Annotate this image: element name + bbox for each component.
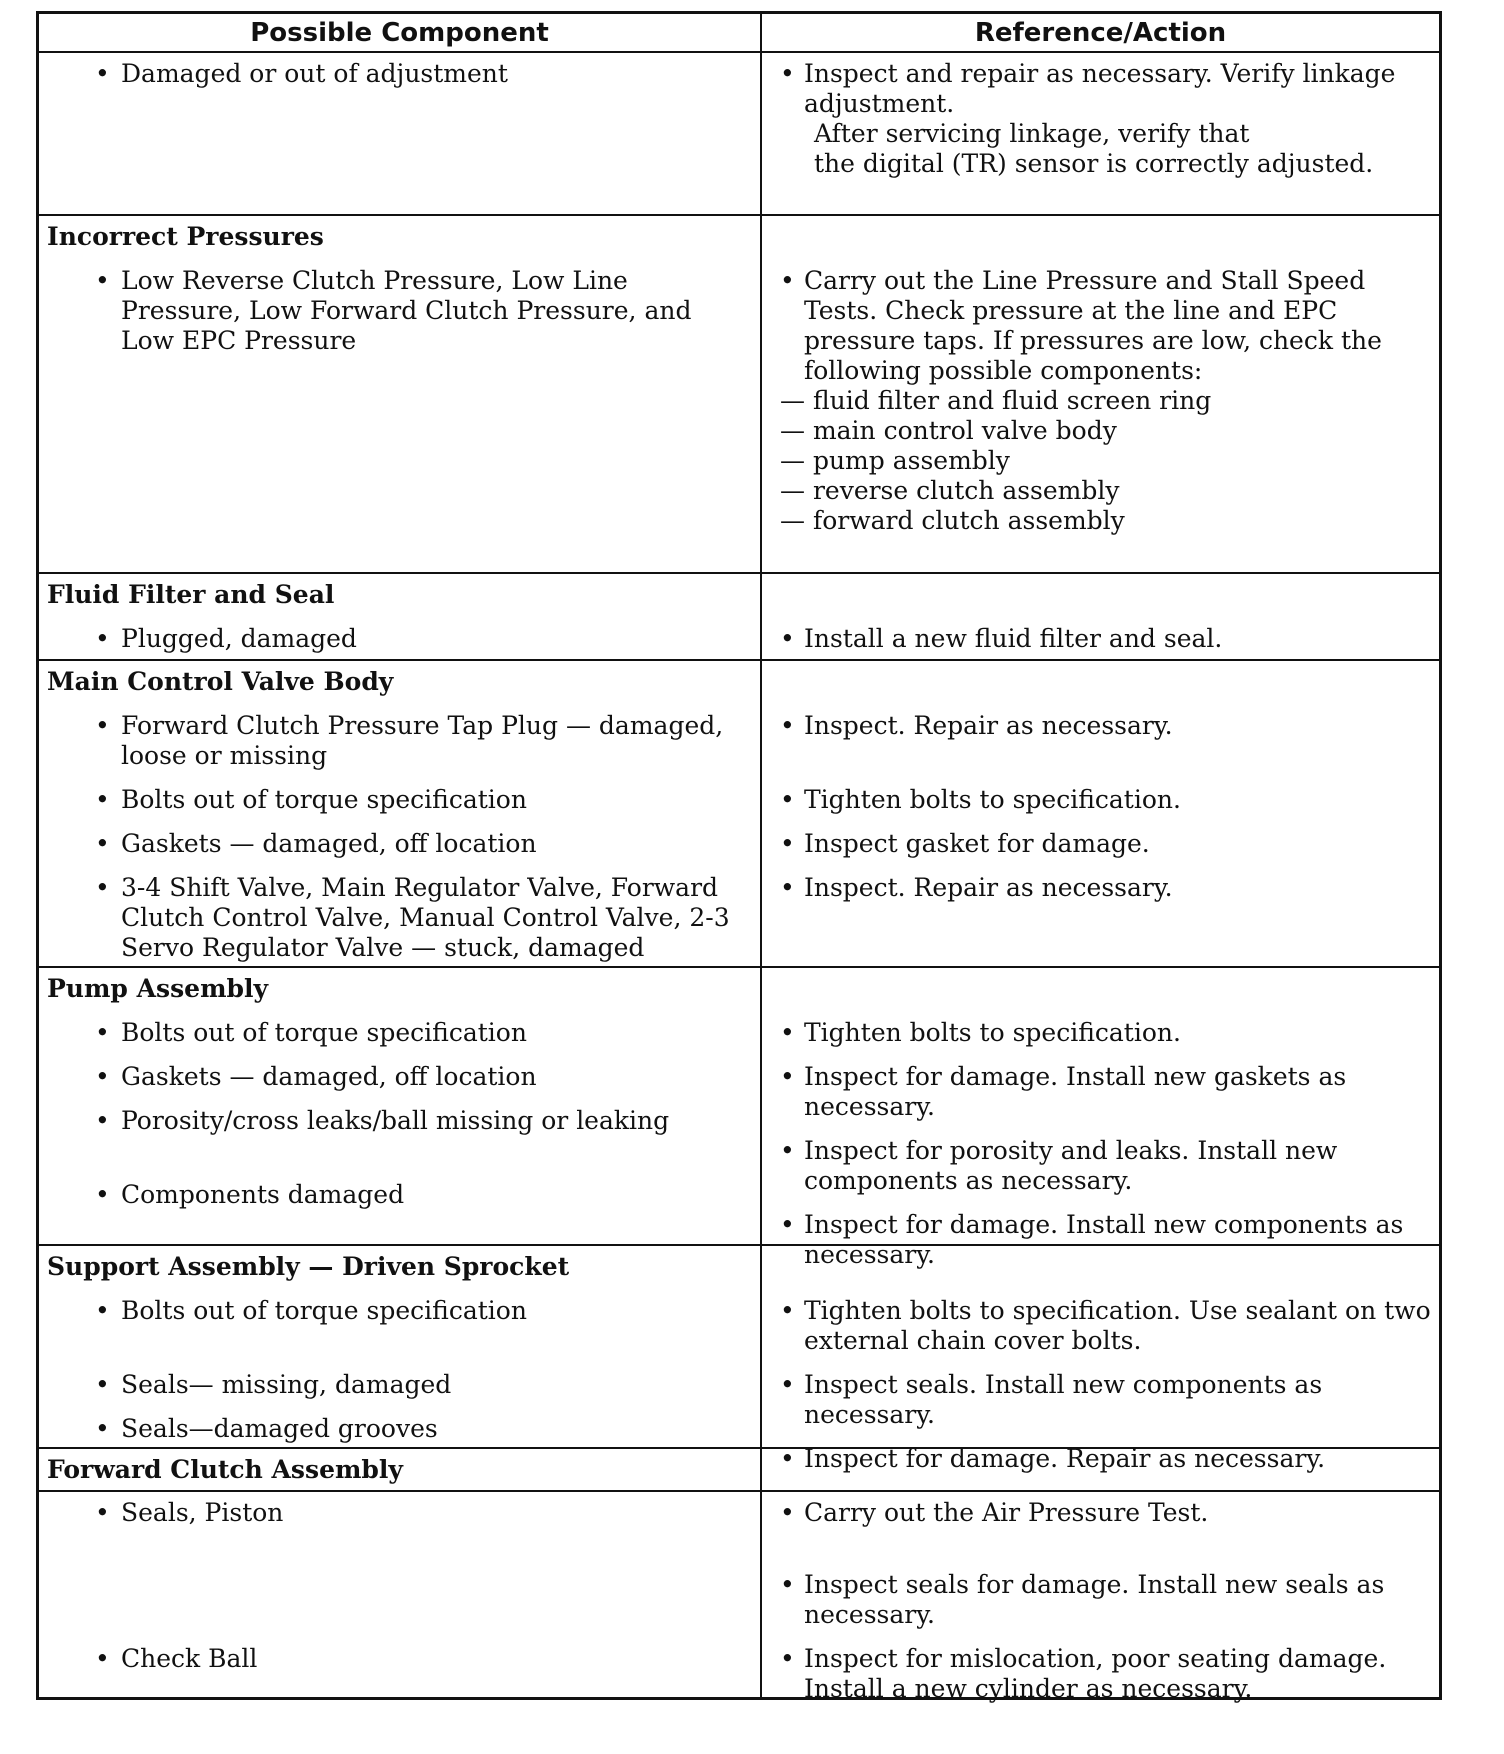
component-item: • Bolts out of torque specification [47, 1296, 748, 1356]
table-row [39, 1490, 1439, 1703]
section-heading: Forward Clutch Assembly [47, 1455, 403, 1484]
component-item: • Bolts out of torque specification [47, 1018, 748, 1048]
table-row [39, 659, 1439, 966]
component-item: • Gaskets — damaged, off location [47, 1062, 748, 1092]
action-item: • Tighten bolts to specification. [774, 785, 1433, 815]
component-item: • Seals— missing, damaged [47, 1370, 748, 1400]
component-item: • Components damaged [47, 1180, 748, 1210]
component-item: • Low Reverse Clutch Pressure, Low Line Pressure, Low Forward Clutch Pressure, and Low EPC Pressure [47, 266, 748, 356]
action-note: After servicing linkage, verify that [814, 119, 1250, 148]
action-item: • Inspect for damage. Install new components as necessary. [774, 1210, 1433, 1270]
action-item: • Inspect seals. Install new components as necessary. [774, 1370, 1433, 1430]
component-item: • Seals—damaged grooves [47, 1414, 748, 1444]
section-heading: Pump Assembly [47, 974, 269, 1003]
action-item: • Inspect for mislocation, poor seating damage. Install a new cylinder as necessary. [774, 1644, 1433, 1704]
action-item: • Inspect and repair as necessary. Verify linkage adjustment. [774, 59, 1433, 119]
action-item: • Inspect. Repair as necessary. [774, 711, 1433, 771]
check-list-item: — forward clutch assembly [780, 506, 1125, 535]
table-row [39, 214, 1439, 572]
component-item: • Damaged or out of adjustment [47, 59, 748, 89]
component-item: • Forward Clutch Pressure Tap Plug — damaged, loose or missing [47, 711, 748, 771]
component-item: • Seals, Piston [47, 1498, 748, 1528]
component-item: • Plugged, damaged [47, 624, 748, 654]
component-item: • 3-4 Shift Valve, Main Regulator Valve, Forward Clutch Control Valve, Manual Control Valve, 2-3 Servo Regulator Valve — stuck, damaged [47, 873, 748, 963]
header-reference-action: Reference/Action [974, 18, 1227, 48]
action-item: • Install a new fluid filter and seal. [774, 624, 1433, 654]
check-list-item: — pump assembly [780, 446, 1010, 475]
action-item: • Inspect. Repair as necessary. [774, 873, 1433, 903]
component-item: • Bolts out of torque specification [47, 785, 748, 815]
action-item: • Inspect gasket for damage. [774, 829, 1433, 859]
action-item: • Inspect for damage. Install new gaskets as necessary. [774, 1062, 1433, 1122]
action-item: • Carry out the Line Pressure and Stall Speed Tests. Check pressure at the line and EPC pressure taps. If pressures are low, check the following possible components: [774, 266, 1433, 386]
component-item: • Gaskets — damaged, off location [47, 829, 748, 859]
section-heading: Fluid Filter and Seal [47, 580, 335, 609]
action-item: • Inspect for damage. Repair as necessary. [774, 1444, 1433, 1474]
check-list-item: — reverse clutch assembly [780, 476, 1120, 505]
component-item: • Porosity/cross leaks/ball missing or leaking [47, 1106, 748, 1166]
section-heading: Main Control Valve Body [47, 667, 394, 696]
header-possible-component: Possible Component [39, 14, 762, 51]
action-item: • Carry out the Air Pressure Test. [774, 1498, 1433, 1528]
action-item: • Tighten bolts to specification. [774, 1018, 1433, 1048]
action-item: • Tighten bolts to specification. Use sealant on two external chain cover bolts. [774, 1296, 1433, 1356]
table-row [39, 51, 1439, 214]
component-item: • Check Ball [47, 1644, 748, 1674]
table-row [39, 572, 1439, 659]
check-list-item: — main control valve body [780, 416, 1117, 445]
action-item: • Inspect for porosity and leaks. Install new components as necessary. [774, 1136, 1433, 1196]
section-heading: Incorrect Pressures [47, 222, 324, 251]
table-header-row [39, 14, 1439, 51]
action-item: • Inspect seals for damage. Install new seals as necessary. [774, 1570, 1433, 1630]
action-note: the digital (TR) sensor is correctly adjusted. [814, 149, 1374, 178]
diagnosis-table [36, 11, 1442, 1703]
section-heading: Support Assembly — Driven Sprocket [47, 1252, 570, 1281]
check-list-item: — fluid filter and fluid screen ring [780, 386, 1212, 415]
